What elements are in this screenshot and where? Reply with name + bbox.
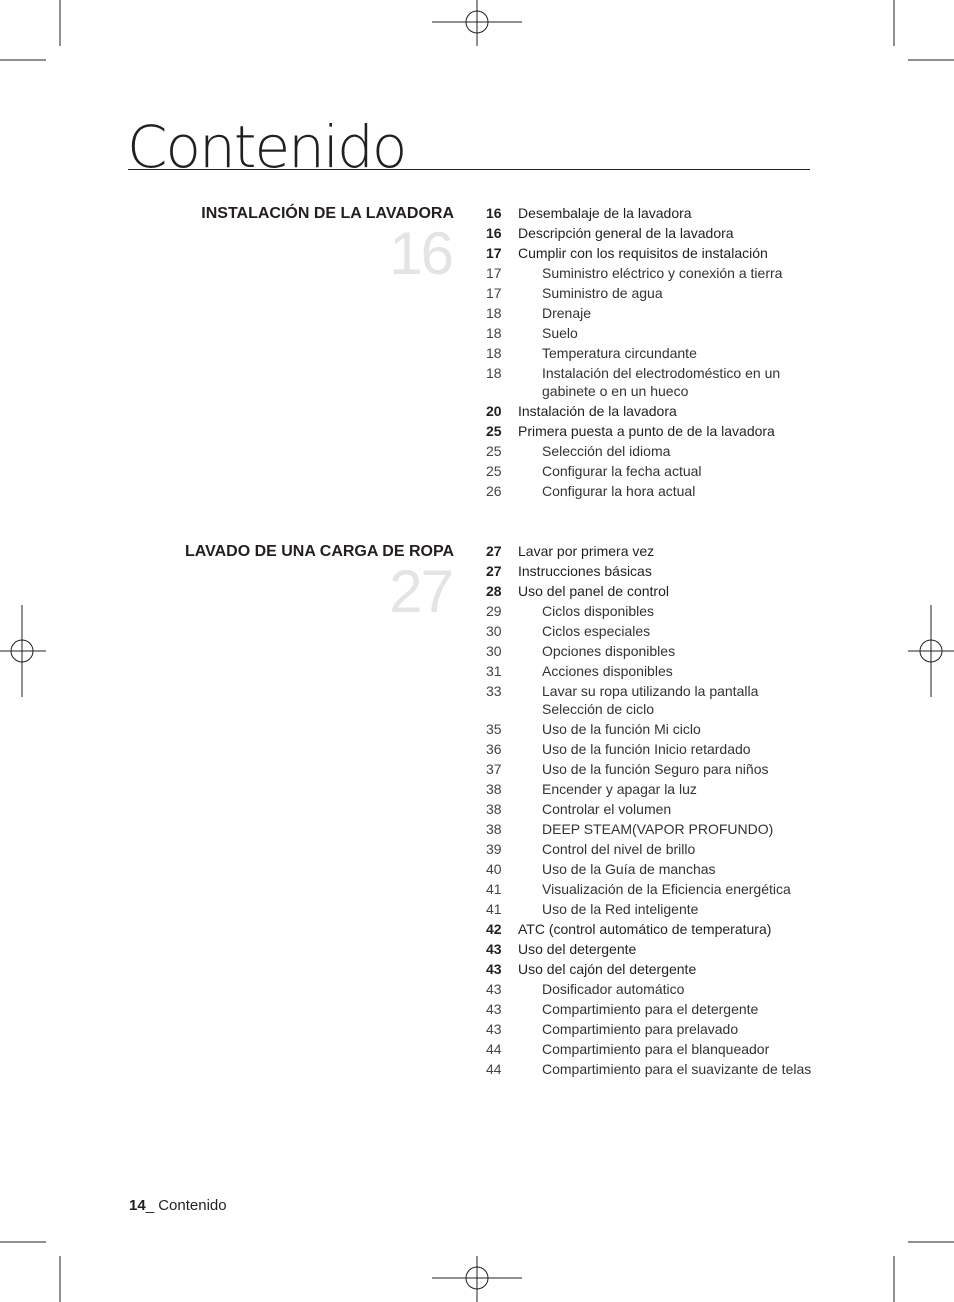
toc-entry[interactable] xyxy=(486,224,816,242)
toc-entry[interactable] xyxy=(486,760,816,778)
toc-entry[interactable] xyxy=(486,1040,816,1058)
toc-page-number: 43 xyxy=(486,941,502,957)
registration-mark-right xyxy=(908,605,954,697)
toc-page-number: 38 xyxy=(486,821,502,837)
toc-entry-label: Acciones disponibles xyxy=(542,663,673,679)
toc-entry-label: Cumplir con los requisitos de instalación xyxy=(518,245,768,261)
toc-entry-label: Uso de la función Mi ciclo xyxy=(542,721,701,737)
toc-page-number: 38 xyxy=(486,781,502,797)
toc-entry[interactable] xyxy=(486,402,816,420)
toc-entry-label: Uso de la Guía de manchas xyxy=(542,861,716,877)
toc-entry[interactable] xyxy=(486,960,816,978)
toc-entry[interactable] xyxy=(486,344,816,362)
toc-entry[interactable] xyxy=(486,364,816,400)
page-title: Contenido xyxy=(127,113,406,181)
footer-page-number: 14 xyxy=(129,1197,146,1214)
toc-entry-label: Instalación de la lavadora xyxy=(518,403,677,419)
toc-page-number: 30 xyxy=(486,623,502,639)
toc-entry[interactable] xyxy=(486,422,816,440)
toc-entry-label: Configurar la fecha actual xyxy=(542,463,702,479)
toc-list-installation xyxy=(486,204,816,502)
toc-entry-label: Uso de la función Seguro para niños xyxy=(542,761,769,777)
toc-entry-label: Ciclos disponibles xyxy=(542,603,655,619)
toc-entry[interactable] xyxy=(486,880,816,898)
toc-page-number: 33 xyxy=(486,683,502,699)
registration-mark-bottom xyxy=(432,1256,522,1302)
toc-page-number: 18 xyxy=(486,325,502,341)
toc-entry-label: Uso del detergente xyxy=(518,941,637,957)
toc-entry[interactable] xyxy=(486,264,816,282)
toc-entry-label: Compartimiento para el suavizante de telas xyxy=(542,1061,812,1077)
toc-entry[interactable] xyxy=(486,284,816,302)
toc-page-number: 42 xyxy=(486,921,502,937)
toc-entry-label: ATC (control automático de temperatura) xyxy=(518,921,772,937)
footer-separator: _ xyxy=(145,1197,159,1214)
toc-entry[interactable] xyxy=(486,920,816,938)
toc-entry-label: Uso de la Red inteligente xyxy=(542,901,699,917)
toc-entry-label: Suelo xyxy=(542,325,578,341)
toc-entry-label: DEEP STEAM(VAPOR PROFUNDO) xyxy=(542,821,774,837)
toc-entry[interactable] xyxy=(486,204,816,222)
toc-entry-label: Primera puesta a punto de de la lavadora xyxy=(518,423,775,439)
toc-page-number: 36 xyxy=(486,741,502,757)
toc-entry-label: Selección del idioma xyxy=(542,443,671,459)
toc-page-number: 16 xyxy=(486,225,502,241)
toc-entry-label: Suministro de agua xyxy=(542,285,663,301)
toc-entry[interactable] xyxy=(486,740,816,758)
section-heading-installation: INSTALACIÓN DE LA LAVADORA xyxy=(201,205,454,222)
toc-entry-label: Lavar por primera vez xyxy=(518,543,655,559)
toc-page-number: 18 xyxy=(486,305,502,321)
toc-page-number: 28 xyxy=(486,583,502,599)
toc-page-number: 31 xyxy=(486,663,502,679)
toc-entry[interactable] xyxy=(486,682,816,718)
toc-entry[interactable] xyxy=(486,582,816,600)
toc-page-number: 25 xyxy=(486,443,502,459)
toc-entry-label: Opciones disponibles xyxy=(542,643,676,659)
toc-page-number: 43 xyxy=(486,981,502,997)
toc-entry[interactable] xyxy=(486,820,816,838)
toc-entry-label: Suministro eléctrico y conexión a tierra xyxy=(542,265,783,281)
toc-entry-label: Uso de la función Inicio retardado xyxy=(542,741,751,757)
toc-entry-label: Compartimiento para el blanqueador xyxy=(542,1041,770,1057)
toc-entry[interactable] xyxy=(486,244,816,262)
registration-mark-top xyxy=(432,0,522,46)
toc-entry-label: Compartimiento para el detergente xyxy=(542,1001,759,1017)
toc-entry[interactable] xyxy=(486,720,816,738)
toc-entry[interactable] xyxy=(486,780,816,798)
toc-page-number: 20 xyxy=(486,403,502,419)
toc-entry[interactable] xyxy=(486,940,816,958)
toc-entry-label: Ciclos especiales xyxy=(542,623,651,639)
title-rule xyxy=(128,169,810,170)
toc-entry-label: Visualización de la Eficiencia energética xyxy=(542,881,791,897)
toc-entry-label: Compartimiento para prelavado xyxy=(542,1021,739,1037)
toc-entry[interactable] xyxy=(486,980,816,998)
toc-page-number: 27 xyxy=(486,563,502,579)
toc-page-number: 37 xyxy=(486,761,502,777)
toc-entry-label: Encender y apagar la luz xyxy=(542,781,697,797)
toc-entry-label: Lavar su ropa utilizando la pantalla Selección de ciclo xyxy=(542,683,759,717)
toc-page-number: 39 xyxy=(486,841,502,857)
toc-page-number: 43 xyxy=(486,1001,502,1017)
section-heading-washing: LAVADO DE UNA CARGA DE ROPA xyxy=(184,543,454,560)
toc-entry-label: Descripción general de la lavadora xyxy=(518,225,734,241)
toc-entry[interactable] xyxy=(486,800,816,818)
toc-entry[interactable] xyxy=(486,324,816,342)
toc-page-number: 41 xyxy=(486,881,502,897)
section-number-washing: 27 xyxy=(389,558,452,625)
toc-entry[interactable] xyxy=(486,304,816,322)
toc-entry-label: Controlar el volumen xyxy=(542,801,672,817)
toc-page-number: 18 xyxy=(486,365,502,381)
toc-entry-label: Dosificador automático xyxy=(542,981,685,997)
toc-entry[interactable] xyxy=(486,840,816,858)
toc-page-number: 44 xyxy=(486,1061,502,1077)
toc-entry[interactable] xyxy=(486,860,816,878)
toc-entry[interactable] xyxy=(486,442,816,460)
toc-page-number: 26 xyxy=(486,483,502,499)
toc-page-number: 35 xyxy=(486,721,502,737)
section-number-installation: 16 xyxy=(389,220,452,287)
toc-entry-label: Uso del cajón del detergente xyxy=(518,961,697,977)
toc-page-number: 27 xyxy=(486,543,502,559)
toc-page-number: 29 xyxy=(486,603,502,619)
toc-page-number: 41 xyxy=(486,901,502,917)
toc-entry[interactable] xyxy=(486,1020,816,1038)
toc-page-number: 17 xyxy=(486,285,502,301)
toc-entry-label: Instalación del electrodoméstico en un gabinete o en un hueco xyxy=(542,365,781,399)
toc-page-number: 17 xyxy=(486,245,502,261)
toc-page-number: 30 xyxy=(486,643,502,659)
toc-entry[interactable] xyxy=(486,562,816,580)
toc-page-number: 16 xyxy=(486,205,502,221)
toc-entry-label: Drenaje xyxy=(542,305,592,321)
toc-entry[interactable] xyxy=(486,900,816,918)
toc-entry[interactable] xyxy=(486,622,816,640)
toc-page-number: 25 xyxy=(486,423,502,439)
toc-page-number: 44 xyxy=(486,1041,502,1057)
toc-entry-label: Instrucciones básicas xyxy=(518,563,652,579)
toc-entry-label: Desembalaje de la lavadora xyxy=(518,205,692,221)
toc-page-number: 43 xyxy=(486,1021,502,1037)
toc-page-number: 17 xyxy=(486,265,502,281)
toc-page-number: 18 xyxy=(486,345,502,361)
toc-entry[interactable] xyxy=(486,542,816,560)
toc-page-number: 38 xyxy=(486,801,502,817)
registration-mark-left xyxy=(0,605,46,697)
toc-entry-label: Configurar la hora actual xyxy=(542,483,696,499)
toc-page-number: 43 xyxy=(486,961,502,977)
toc-page-number: 25 xyxy=(486,463,502,479)
footer-label: Contenido xyxy=(158,1197,227,1214)
toc-entry[interactable] xyxy=(486,662,816,680)
toc-entry[interactable] xyxy=(486,602,816,620)
toc-list-washing xyxy=(486,542,816,1080)
toc-page-number: 40 xyxy=(486,861,502,877)
toc-entry[interactable] xyxy=(486,482,816,500)
toc-entry-label: Temperatura circundante xyxy=(542,345,697,361)
toc-entry[interactable] xyxy=(486,462,816,480)
page-footer xyxy=(129,1197,227,1214)
toc-entry-label: Uso del panel de control xyxy=(518,583,669,599)
toc-entry[interactable] xyxy=(486,1060,816,1078)
toc-entry[interactable] xyxy=(486,642,816,660)
toc-entry-label: Control del nivel de brillo xyxy=(542,841,696,857)
toc-entry[interactable] xyxy=(486,1000,816,1018)
